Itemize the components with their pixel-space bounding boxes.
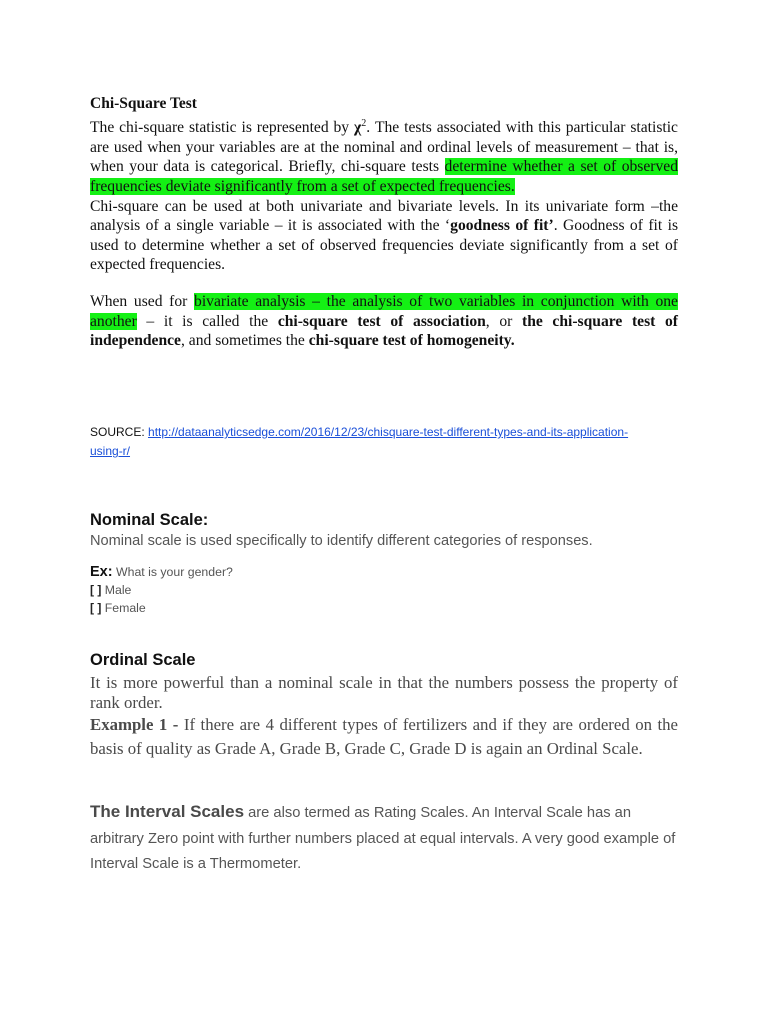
chi-superscript: 2: [361, 118, 367, 129]
p3-text-a: When used for: [90, 292, 195, 310]
p1-text-b: . The tests associated with this particular statistic are used when your variables are at the nominal and ordinal levels of measurement – that is, when your data is categorical. Briefly, chi-square tests: [90, 119, 678, 176]
gender-option-female: [90, 599, 678, 617]
option-label-male: Male: [101, 583, 132, 597]
source-link[interactable]: [90, 425, 628, 458]
gender-option-male: [90, 581, 678, 599]
ordinal-example: [90, 713, 678, 760]
nominal-example: [90, 563, 678, 581]
ordinal-example-text: If there are 4 different types of fertilizers and if they are ordered on the basis of quality as Grade A, Grade B, Grade C, Grade D is again an Ordinal Scale.: [90, 715, 678, 758]
source-citation: [90, 423, 678, 461]
interval-scale-section: [90, 799, 678, 878]
ordinal-example-label: Example 1 -: [90, 715, 184, 734]
nominal-scale-title: Nominal Scale:: [90, 511, 209, 529]
chi-symbol: χ: [354, 119, 362, 137]
nominal-scale-description: Nominal scale is used specifically to identify different categories of responses.: [90, 533, 593, 549]
ordinal-scale-title: Ordinal Scale: [90, 651, 196, 669]
p1-text-a: The chi-square statistic is represented by: [90, 119, 350, 137]
chi-square-paragraph-3: [90, 292, 678, 351]
nominal-scale-section: [90, 511, 678, 617]
source-label: SOURCE:: [90, 425, 149, 439]
p2-text-a: Chi-square can be used at both univariate and bivariate levels. In its univariate form –the analysis of a single variable – it is associated with the ‘: [90, 197, 678, 235]
source-link-line-1: http://dataanalyticsedge.com/2016/12/23/chisquare-test-different-types-and-its-application-: [148, 425, 629, 439]
ordinal-scale-section: [90, 651, 678, 760]
p3-text-c: , or: [485, 312, 522, 330]
example-question: What is your gender?: [112, 565, 233, 579]
chi-square-paragraph-2: [90, 197, 678, 275]
chi-square-paragraph-1: [90, 114, 678, 197]
example-label: Ex:: [90, 564, 113, 580]
p2-bold-goodness-of-fit: goodness of fit’: [450, 217, 554, 235]
p1-highlight: determine whether a set of observed frequencies deviate significantly from a set of expected frequencies.: [90, 158, 678, 195]
interval-scale-text: are also termed as Rating Scales. An Interval Scale has an arbitrary Zero point with further numbers placed at equal intervals. A very good example of Interval Scale is a Thermometer.: [90, 805, 676, 872]
chi-square-section: [90, 94, 678, 351]
checkbox-icon: [ ]: [90, 601, 102, 615]
p3-text-d: , and sometimes the: [180, 332, 309, 350]
checkbox-icon: [ ]: [90, 583, 102, 597]
source-link-line-2: using-r/: [90, 444, 131, 458]
chi-square-title: Chi-Square Test: [90, 95, 197, 112]
p3-highlight: bivariate analysis – the analysis of two variables in conjunction with one another: [90, 292, 678, 330]
option-label-female: Female: [101, 601, 146, 615]
p2-text-b: . Goodness of fit is used to determine whether a set of observed frequencies deviate significantly from a set of expected frequencies.: [90, 217, 679, 274]
p3-bold-homogeneity: chi-square test of homogeneity.: [308, 332, 515, 350]
p3-text-b: – it is called the: [136, 312, 278, 330]
ordinal-scale-description: It is more powerful than a nominal scale in that the numbers possess the property of rank order.: [90, 673, 678, 712]
p3-bold-association: chi-square test of association: [277, 312, 486, 330]
p3-bold-independence: the chi-square test of independence: [90, 312, 678, 350]
interval-scale-title: The Interval Scales: [90, 802, 245, 821]
